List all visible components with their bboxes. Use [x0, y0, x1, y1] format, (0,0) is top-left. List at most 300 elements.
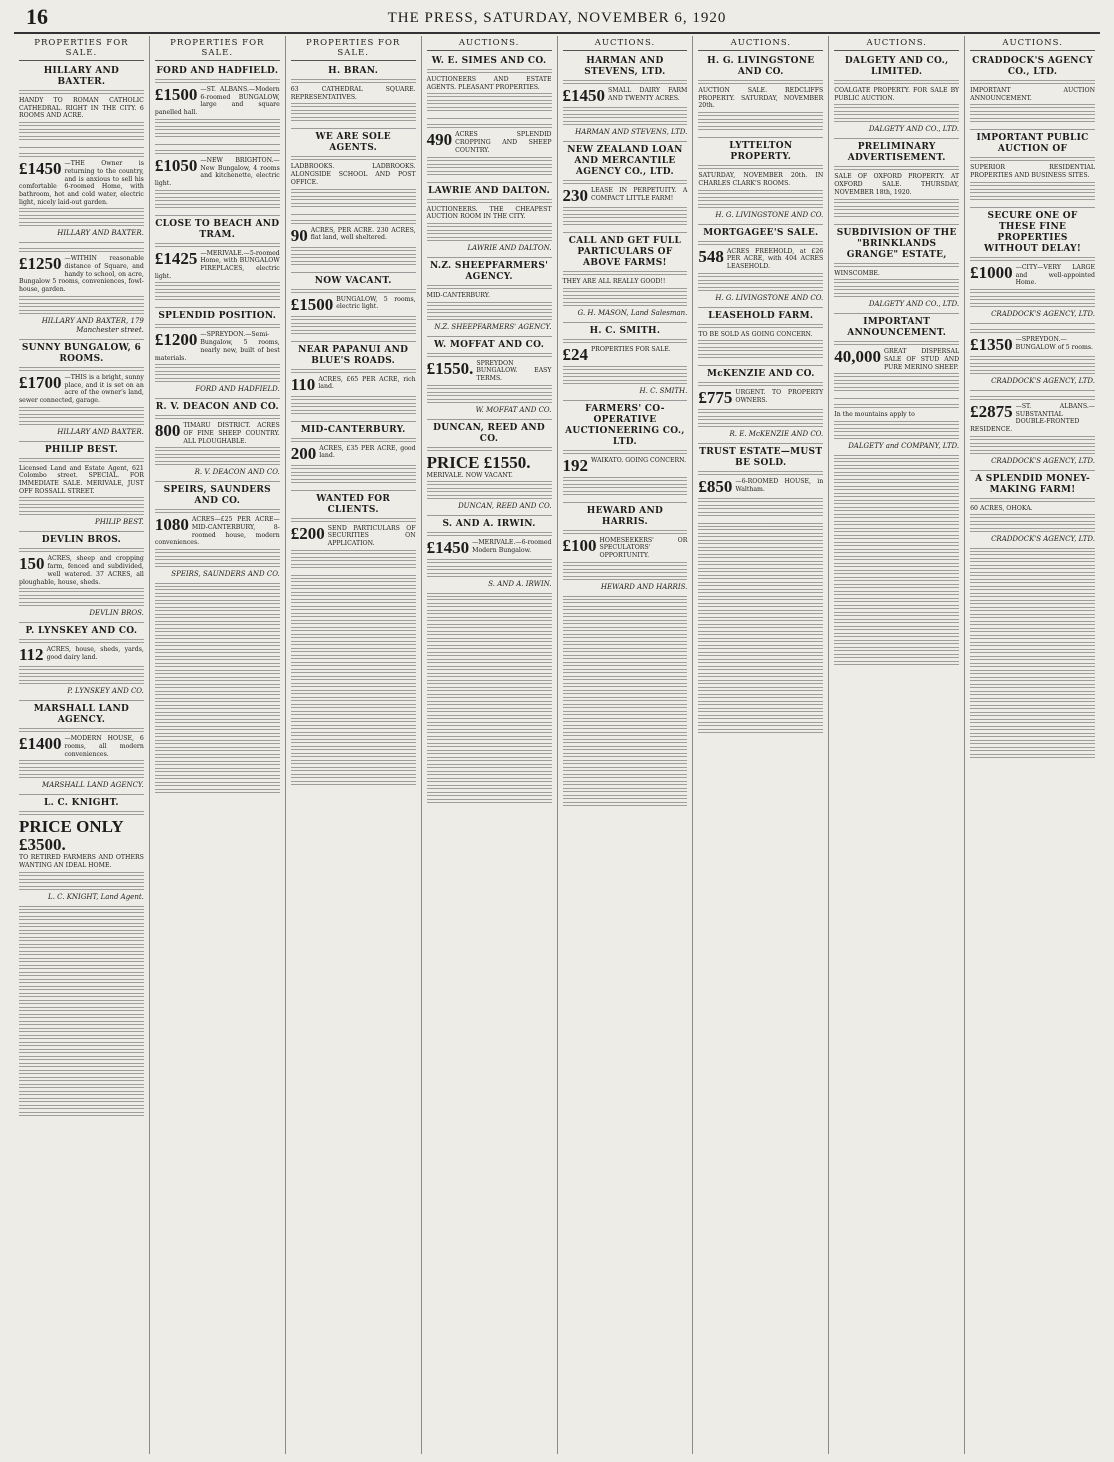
text-lines [698, 694, 823, 699]
text-lines [19, 728, 144, 733]
text-lines [563, 774, 688, 779]
column-1 [14, 36, 149, 1454]
text-lines [291, 396, 416, 401]
ad-agent: H. C. SMITH. [639, 386, 688, 395]
text-lines [291, 746, 416, 751]
text-lines [19, 1084, 144, 1089]
ad-heading: DEVLIN BROS. [41, 535, 122, 546]
ad-body: COALGATE PROPERTY. FOR SALE BY PUBLIC AUCTION. [834, 87, 960, 102]
text-lines [834, 612, 959, 617]
text-lines [427, 778, 552, 783]
text-lines [970, 614, 1095, 619]
text-lines [19, 937, 144, 942]
text-lines [155, 733, 280, 738]
text-lines [155, 461, 280, 466]
text-lines [970, 356, 1095, 361]
advertisement [427, 119, 552, 182]
ad-heading: NEW ZEALAND LOAN AND MERCANTILE AGENCY CO., LTD. [567, 145, 683, 177]
ad-body: —SPREYDON.—Semi-Bungalow, 5 rooms, nearly new, built of best materials. [154, 331, 280, 362]
ad-heading: DALGETY AND CO., LIMITED. [844, 56, 949, 77]
ad-body: —SPREYDON.—BUNGALOW of 5 rooms. [1015, 335, 1094, 351]
advertisement [563, 233, 688, 323]
text-lines [19, 666, 144, 671]
text-lines [427, 566, 552, 571]
text-lines [19, 129, 144, 134]
advertisement [834, 225, 959, 315]
text-lines [834, 111, 959, 116]
ad-body: —CITY—VERY LARGE and well-appointed Home. [1015, 263, 1095, 287]
ad-agent: DALGETY and COMPANY, LTD. [848, 442, 960, 451]
ad-price: 40,000 [834, 347, 881, 367]
text-lines [563, 697, 688, 702]
text-lines [291, 781, 416, 786]
text-lines [563, 599, 688, 604]
advertisement [970, 53, 1095, 130]
text-lines [155, 607, 280, 612]
text-lines [698, 701, 823, 706]
ad-heading: DUNCAN, REED AND CO. [433, 422, 546, 444]
text-lines [563, 380, 688, 385]
text-lines [427, 230, 552, 235]
text-lines [291, 261, 416, 266]
text-lines [970, 296, 1095, 301]
ad-price: £850 [698, 477, 733, 497]
ad-body: MID-CANTERBURY. [426, 291, 490, 299]
text-lines [427, 603, 552, 608]
text-lines [155, 549, 280, 554]
text-lines [155, 726, 280, 731]
text-lines [427, 785, 552, 790]
text-lines [291, 557, 416, 562]
text-lines [834, 428, 959, 433]
ad-price: £2875 [970, 401, 1013, 421]
text-lines [563, 221, 688, 226]
text-lines [563, 484, 688, 489]
text-lines [19, 215, 144, 220]
text-lines [155, 698, 280, 703]
text-lines [155, 296, 280, 301]
text-lines [291, 662, 416, 667]
text-lines [698, 687, 823, 692]
ad-price: £1250 [19, 254, 62, 274]
ad-body: 60 ACRES, OHOKA. [970, 504, 1033, 512]
text-lines [427, 694, 552, 699]
ad-price: 150 [19, 554, 45, 574]
text-lines [970, 104, 1095, 109]
text-lines [970, 705, 1095, 710]
column-4 [421, 36, 557, 1454]
text-lines [427, 69, 552, 74]
ad-body: HOMESEEKERS' OR SPECULATORS' OPPORTUNITY. [599, 536, 688, 560]
text-lines [155, 243, 280, 248]
text-lines [19, 993, 144, 998]
text-lines [834, 118, 959, 123]
text-lines [970, 698, 1095, 703]
ad-agent: HILLARY AND BAXTER, 179 Manchester street. [41, 316, 144, 334]
text-lines [155, 775, 280, 780]
text-lines [155, 600, 280, 605]
text-lines [698, 505, 823, 510]
ad-price: £1500 [290, 294, 334, 314]
text-lines [698, 666, 823, 671]
advertisement [427, 420, 552, 517]
text-lines [698, 547, 823, 552]
text-lines [427, 680, 552, 685]
advertisement [155, 308, 280, 399]
text-lines [155, 415, 280, 420]
ad-agent: HILLARY AND BAXTER. [57, 427, 144, 436]
text-lines [970, 396, 1095, 401]
text-lines [155, 789, 280, 794]
text-lines [155, 768, 280, 773]
text-lines [291, 585, 416, 590]
text-lines [291, 564, 416, 569]
ad-price: 230 [562, 186, 588, 205]
text-lines [155, 190, 280, 195]
text-lines [19, 886, 144, 891]
text-lines [970, 747, 1095, 752]
text-lines [563, 711, 688, 716]
ad-heading: H. BRAN. [328, 66, 379, 76]
text-lines [19, 1035, 144, 1040]
text-lines [970, 303, 1095, 308]
ad-price: £1450 [19, 159, 62, 179]
section-heading: PROPERTIES FOR SALE. [155, 36, 280, 61]
text-lines [155, 684, 280, 689]
ad-body: THEY ARE ALL REALLY GOOD!! [562, 278, 666, 285]
text-lines [834, 472, 959, 477]
text-lines [155, 621, 280, 626]
text-lines [970, 329, 1095, 334]
ad-heading: HILLARY AND BAXTER. [43, 66, 120, 87]
text-lines [291, 704, 416, 709]
ad-price: 112 [19, 645, 44, 665]
advertisement [19, 340, 144, 442]
text-lines [834, 556, 959, 561]
text-lines [155, 614, 280, 619]
text-lines [19, 90, 144, 95]
text-lines [19, 1091, 144, 1096]
text-lines [427, 771, 552, 776]
text-lines [427, 687, 552, 692]
ad-body: WAIKATO. GOING CONCERN. [591, 456, 687, 464]
ad-body: —THE Owner is returning to the country, and is anxious to sell his comfortable 6-roomed Home, with bathroom, hot and cold water, electric light, nicely laid-out garden. [19, 160, 144, 206]
ad-heading: PRELIMINARY ADVERTISEMENT. [847, 142, 946, 164]
text-lines [19, 930, 144, 935]
text-lines [19, 1098, 144, 1103]
text-lines [155, 150, 280, 155]
advertisement [155, 145, 280, 216]
ad-price: 110 [290, 374, 316, 394]
text-lines [427, 638, 552, 643]
text-lines [698, 112, 823, 117]
ad-body: —WITHIN reasonable distance of Square, and handy to school, on acre, Bungalow 5 rooms, conveniences, fowl-house, garden. [19, 255, 144, 294]
ad-body: MERIVALE. NOW VACANT. [426, 471, 513, 479]
text-lines [155, 761, 280, 766]
masthead [14, 6, 1100, 34]
text-lines [291, 606, 416, 611]
ad-heading: W. E. SIMES AND CO. [431, 56, 547, 66]
text-lines [970, 257, 1095, 262]
text-lines [19, 296, 144, 301]
text-lines [698, 575, 823, 580]
text-lines [427, 532, 552, 537]
text-lines [970, 684, 1095, 689]
ad-body: —ST. ALBANS.—SUBSTANTIAL DOUBLE-FRONTED RESIDENCE. [970, 402, 1095, 434]
text-lines [563, 753, 688, 758]
text-lines [291, 697, 416, 702]
text-lines [291, 676, 416, 681]
text-lines [291, 627, 416, 632]
ad-price: 548 [698, 246, 724, 266]
text-lines [291, 316, 416, 321]
text-lines [970, 719, 1095, 724]
text-lines [19, 602, 144, 607]
text-lines [698, 409, 823, 414]
ad-agent: DEVLIN BROS. [89, 609, 144, 618]
advertisement [291, 491, 416, 576]
ad-heading: WANTED FOR CLIENTS. [316, 493, 391, 515]
section-heading: AUCTIONS. [834, 36, 959, 51]
text-lines [698, 540, 823, 545]
ad-price: £1400 [19, 734, 62, 754]
ad-body: SALE OF OXFORD PROPERTY. AT OXFORD SALE. THURSDAY, NOVEMBER 18th, 1920. [834, 173, 960, 196]
ad-agent: CRADDOCK'S AGENCY, LTD. [991, 376, 1095, 385]
text-lines [563, 620, 688, 625]
text-lines [427, 666, 552, 671]
text-lines [427, 481, 552, 486]
ad-price: £1700 [19, 372, 62, 392]
text-lines [970, 498, 1095, 503]
text-lines [970, 670, 1095, 675]
ad-agent: DUNCAN, REED AND CO. [458, 502, 552, 511]
ad-heading: MARSHALL LAND AGENCY. [33, 704, 130, 726]
text-lines [834, 421, 959, 426]
ad-heading: W. MOFFAT AND CO. [433, 339, 545, 350]
ad-heading: PHILIP BEST. [44, 444, 119, 455]
text-lines [427, 736, 552, 741]
text-lines [19, 588, 144, 593]
ad-body: ACRES—£25 PER ACRE—MID-CANTERBURY, 8-roomed house, modern conveniences. [154, 516, 280, 547]
text-lines [563, 683, 688, 688]
text-lines [291, 369, 416, 374]
text-lines [19, 639, 144, 644]
text-lines [291, 725, 416, 730]
text-lines [563, 366, 688, 371]
text-lines [427, 302, 552, 307]
text-lines [155, 740, 280, 745]
text-lines [834, 435, 959, 440]
text-lines [155, 289, 280, 294]
text-lines [698, 382, 823, 387]
advertisement [19, 63, 144, 148]
text-lines [970, 712, 1095, 717]
text-lines [834, 500, 959, 505]
ad-agent: CRADDOCK'S AGENCY, LTD. [991, 535, 1095, 544]
text-lines [19, 595, 144, 600]
text-lines [698, 423, 823, 428]
text-lines [19, 421, 144, 426]
ad-body: SATURDAY, NOVEMBER 20th. IN CHARLES CLARK'S ROOMS. [698, 172, 824, 187]
advertisement [291, 215, 416, 273]
text-lines [698, 119, 823, 124]
text-lines [563, 302, 688, 307]
ad-heading: FORD AND HADFIELD. [156, 66, 279, 76]
text-lines [291, 641, 416, 646]
text-lines [19, 972, 144, 977]
text-lines [698, 568, 823, 573]
text-lines [427, 93, 552, 98]
text-lines [19, 504, 144, 509]
text-lines [563, 80, 688, 85]
text-lines [19, 122, 144, 127]
text-lines [563, 373, 688, 378]
text-lines [698, 645, 823, 650]
text-lines [970, 740, 1095, 745]
text-lines [834, 570, 959, 575]
text-lines [970, 157, 1095, 162]
text-lines [698, 582, 823, 587]
text-lines [427, 107, 552, 112]
text-lines [427, 309, 552, 314]
ad-agent: PHILIP BEST. [95, 518, 144, 527]
advertisement [970, 324, 1095, 391]
text-lines [563, 690, 688, 695]
advertisement [834, 399, 959, 456]
text-lines [19, 958, 144, 963]
column-3 [285, 36, 421, 1454]
ad-price: £100 [562, 535, 597, 555]
ad-price: 490 [426, 130, 453, 150]
text-lines [291, 620, 416, 625]
text-lines [970, 663, 1095, 668]
text-lines [291, 117, 416, 122]
text-lines [155, 677, 280, 682]
text-lines [155, 593, 280, 598]
advertisement [563, 53, 688, 142]
ad-body: GREAT DISPERSAL SALE OF STUD AND PURE MERINO SHEEP. [884, 348, 960, 371]
ad-heading: CRADDOCK'S AGENCY CO., LTD. [972, 56, 1094, 77]
advertisement [970, 208, 1095, 324]
text-lines [155, 133, 280, 138]
advertisement [834, 314, 959, 399]
advertisement [698, 225, 823, 308]
text-lines [834, 80, 959, 85]
text-lines [155, 447, 280, 452]
text-lines [563, 530, 688, 535]
ad-body: ACRES, house, sheds, yards, good dairy land. [46, 646, 144, 661]
text-lines [155, 204, 280, 209]
text-lines [19, 944, 144, 949]
text-lines [970, 572, 1095, 577]
ad-price: 800 [154, 421, 181, 441]
advertisement [19, 795, 144, 906]
text-lines [563, 569, 688, 574]
text-lines [19, 303, 144, 308]
advertisement [563, 503, 688, 597]
text-lines [19, 136, 144, 141]
text-lines [155, 509, 280, 514]
ad-agent: HILLARY AND BAXTER. [57, 229, 144, 238]
text-lines [427, 399, 552, 404]
text-lines [970, 607, 1095, 612]
ad-price: 1080 [154, 515, 189, 535]
section-heading: AUCTIONS. [698, 36, 823, 51]
column-2 [149, 36, 285, 1454]
text-lines [19, 1056, 144, 1061]
text-lines [155, 119, 280, 124]
ad-body: ACRES FREEHOLD, at £26 PER ACRE, with 404 ACRES LEASEHOLD. [726, 247, 824, 270]
text-lines [19, 1077, 144, 1082]
ad-heading: McKENZIE AND CO. [706, 369, 815, 380]
ad-heading: IMPORTANT ANNOUNCEMENT. [847, 317, 947, 339]
text-lines [427, 495, 552, 500]
text-lines [155, 656, 280, 661]
ad-body: PROPERTIES FOR SALE. [591, 345, 671, 353]
text-lines [155, 371, 280, 376]
text-lines [155, 649, 280, 654]
text-lines [834, 647, 959, 652]
text-lines [834, 166, 959, 171]
ad-price: £1550. [426, 358, 474, 378]
ad-body: URGENT. TO PROPERTY OWNERS. [735, 389, 824, 405]
ad-heading: NEAR PAPANUI AND BLUE'S ROADS. [298, 344, 409, 366]
advertisement [427, 258, 552, 337]
text-lines [698, 340, 823, 345]
ad-body: TO RETIRED FARMERS AND OTHERS WANTING AN IDEAL HOME. [19, 854, 144, 870]
text-lines [19, 916, 144, 921]
text-lines [563, 704, 688, 709]
text-lines [698, 596, 823, 601]
text-lines [698, 273, 823, 278]
text-lines [155, 691, 280, 696]
ad-agent: G. H. MASON, Land Salesman. [577, 308, 688, 317]
text-lines [698, 347, 823, 352]
ad-agent: H. G. LIVINGSTONE AND CO. [715, 293, 824, 302]
advertisement [563, 401, 688, 503]
ad-body: ACRES, sheep and cropping farm, fenced and subdivided, well watered. 37 ACRES, all ploughable, house, sheds. [19, 555, 144, 586]
section-heading: PROPERTIES FOR SALE. [291, 36, 416, 61]
text-lines [698, 680, 823, 685]
text-lines [291, 247, 416, 252]
text-lines [155, 628, 280, 633]
text-lines [834, 486, 959, 491]
ad-agent: FORD AND HADFIELD. [195, 385, 280, 394]
ad-body: 63 CATHEDRAL SQUARE. REPRESENTATIVES. [290, 86, 416, 101]
advertisement [970, 391, 1095, 471]
text-lines [427, 652, 552, 657]
text-lines [970, 691, 1095, 696]
ad-price: £775 [698, 388, 733, 408]
ad-heading: HARMAN AND STEVENS, LTD. [584, 56, 666, 77]
text-lines [291, 690, 416, 695]
text-lines [698, 722, 823, 727]
text-lines [19, 1014, 144, 1019]
text-lines [427, 631, 552, 636]
ad-heading: L. C. KNIGHT. [43, 798, 119, 809]
column-8 [964, 36, 1100, 1454]
text-lines [427, 610, 552, 615]
text-lines [970, 586, 1095, 591]
text-lines [563, 613, 688, 618]
text-lines [291, 410, 416, 415]
ad-agent: L. C. KNIGHT, Land Agent. [48, 892, 144, 901]
ad-heading: WE ARE SOLE AGENTS. [315, 132, 391, 154]
ad-price: £1425 [154, 248, 198, 268]
text-lines [155, 586, 280, 591]
ad-agent: HEWARD AND HARRIS. [600, 582, 688, 591]
text-lines [563, 450, 688, 455]
